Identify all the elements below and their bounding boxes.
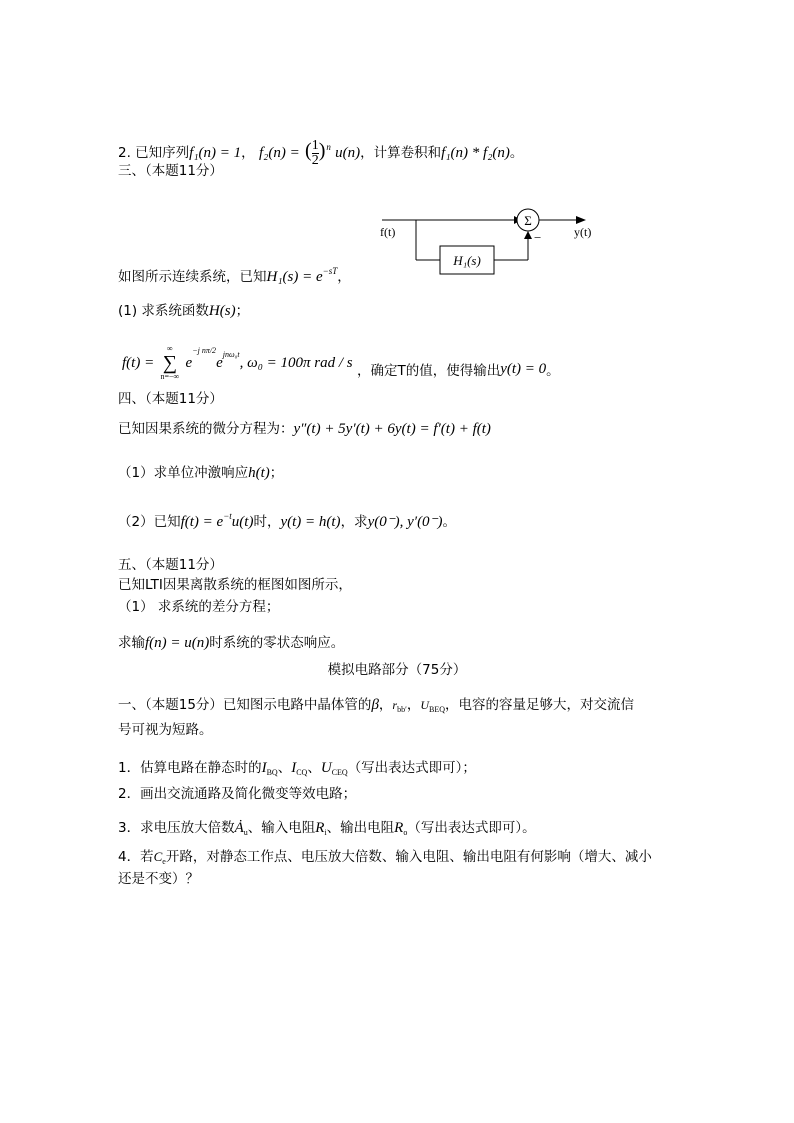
analog-beta: β [371,697,379,713]
analog-rbb: r [392,698,398,712]
analog-uceq: U [320,760,332,776]
q2-fraction-denominator: 2 [311,152,319,168]
analog-ri: R [315,820,325,836]
q2-exponent: n [326,142,331,152]
analog-ibq: I [261,760,267,776]
diagram-h1-label: H₁(s) [453,253,481,268]
analog-ubeq-sub: BEQ [429,705,446,714]
sec3-summation [161,344,180,382]
diagram-minus-sign: − [534,230,542,245]
analog-title: 模拟电路部分（75分） [327,662,467,678]
sec3-omega: , ω₀ = 100π rad / s [239,355,353,371]
sec3-item1-end: ； [235,303,250,319]
sec3-item1: (1) 求系统函数 [118,303,209,319]
sec3-block-diagram [376,200,606,280]
sec5-heading: 五、（本题11分） [118,557,223,573]
sec4-item2-math2: y(t) = h(t) [280,514,341,530]
sec3-intro-line [118,262,351,286]
sec4-intro-line [118,420,491,438]
analog-q1-sep1: ， [378,697,393,713]
q2-ask: ，计算卷积和 [360,145,442,161]
sec4-item1-end: ； [269,465,284,481]
analog-item4-b: 开路，对静态工作点、电压放大倍数、输入电阻、输出电阻有何影响（增大、减小 [165,849,652,865]
q2-fraction-numerator: 1 [311,137,319,153]
analog-ro-sub: o [403,828,408,837]
sec4-item2-a: （2）已知 [118,514,181,530]
analog-q1-b: ，电容的容量足够大，对交流信 [445,697,635,713]
sec3-item1-line [118,302,249,320]
sec4-item2-c: ，求 [340,514,368,530]
sec4-item2-exponent: −t [223,511,232,521]
analog-ubeq: U [420,698,430,712]
sec5-line1: 已知LTI因果离散系统的框图如图所示， [118,577,352,593]
q2-fraction: ( $\frac{1}{2}$ ) [305,137,326,168]
analog-item4-line [118,848,652,871]
analog-ro: R [394,820,404,836]
analog-sep2: 、 [307,760,321,776]
sec4-item1-math: h(t) [248,465,270,481]
q2-f2-tail: u(n) [335,145,361,161]
analog-au: Ȧ [234,820,244,836]
sec3-item2-math: y(t) = 0 [500,361,547,377]
sec3-exp2-base: e [216,355,223,371]
analog-item1-a: 1．估算电路在静态时的 [118,760,262,776]
analog-item3-b: 、输入电阻 [247,820,316,836]
sec3-exp1-power: −j nπ/2 [192,346,217,355]
analog-ce-sub: e [162,857,166,866]
analog-icq-sub: CQ [296,768,308,777]
sec3-h1-formula: H₁(s) = e [266,269,323,285]
sec4-item2-b: 时， [253,514,281,530]
analog-item3-line [118,819,536,842]
analog-item3-c: 、输出电阻 [326,820,395,836]
sec3-heading: 三、（本题11分） [118,163,223,179]
diagram-sum-label: Σ [524,213,532,228]
sec5-line3-a: 求输 [118,635,145,651]
q2-label: 2. 已知序列 [118,145,190,161]
sec3-intro: 如图所示连续系统，已知 [118,269,267,285]
analog-ce: C [153,849,163,864]
analog-rbb-sub: bb′ [397,705,407,714]
sec3-sum-top: ∞ [167,344,173,353]
analog-item3-d: （写出表达式即可）。 [407,820,536,836]
q2-convolution: f₁(n) * f₂(n) [441,145,510,161]
sec3-item2-text: ，确定T的值，使得输出 [356,363,501,379]
sec3-intro-end: ， [337,269,351,285]
sec4-item1: （1）求单位冲激响应 [118,465,249,481]
sec3-exp2-power: jnω₀t [222,350,240,359]
analog-ibq-sub: BQ [266,768,278,777]
sec4-heading: 四、（本题11分） [118,391,223,407]
sec3-sum-symbol: ∑ [162,352,177,374]
analog-ri-sub: i [324,828,327,837]
sec4-item2-line [118,507,456,531]
q2-end: 。 [509,145,524,161]
analog-item2: 2．画出交流通路及简化微变等效电路； [118,786,357,802]
sec4-item2-math3: y(0⁻), y′(0⁻) [367,514,443,530]
analog-sep1: 、 [277,760,292,776]
sec3-sum-bottom: n=−∞ [160,372,180,381]
q2-comma: ， [241,145,255,161]
sec5-line3-b: 时系统的零状态响应。 [209,635,345,651]
sec4-item2-end: 。 [442,514,456,530]
analog-item3-a: 3．求电压放大倍数 [118,820,235,836]
sec3-exp1-base: e [185,355,193,371]
sec4-item2-math1: f(t) = e [180,514,224,530]
sec4-equation: y″(t) + 5y′(t) + 6y(t) = f′(t) + f(t) [293,421,491,437]
analog-uceq-sub: CEQ [331,768,348,777]
sec5-line3 [118,634,344,652]
sec3-item2-end: 。 [546,363,560,379]
analog-q1-a: 一、（本题15分）已知图示电路中晶体管的 [118,697,372,713]
diagram-output-label: y(t) [574,225,592,239]
sec4-item2-math1b: u(t) [231,514,254,530]
sec3-h1-exponent: −sT [322,266,338,276]
q2-f1-formula: f₁(n) = 1 [189,145,242,161]
sec5-line2: （1） 求系统的差分方程； [118,599,280,615]
sec4-intro: 已知因果系统的微分方程为： [118,421,294,437]
q2-f2-lhs: f₂(n) = [258,145,300,161]
analog-item1-b: （写出表达式即可）； [347,760,476,776]
analog-item4-a: 4．若 [118,849,154,865]
diagram-input-label: f(t) [380,225,396,239]
analog-q1-line [118,696,634,719]
sec3-f-lhs: f(t) = [122,355,155,371]
sec5-line3-math: f(n) = u(n) [145,635,210,651]
analog-item1-line [118,759,476,782]
analog-icq: I [291,760,297,776]
sec3-item1-math: H(s) [208,303,236,319]
sec3-f-line [122,342,560,381]
analog-au-sub: u [243,828,248,837]
sec4-item1-line [118,464,283,482]
diagram-feedback-arrow [524,231,532,239]
analog-q1-c: 号可视为短路。 [118,722,213,738]
analog-q1-sep2: ， [406,697,421,713]
diagram-output-arrow [576,216,586,224]
analog-item4-c: 还是不变）？ [118,871,199,887]
